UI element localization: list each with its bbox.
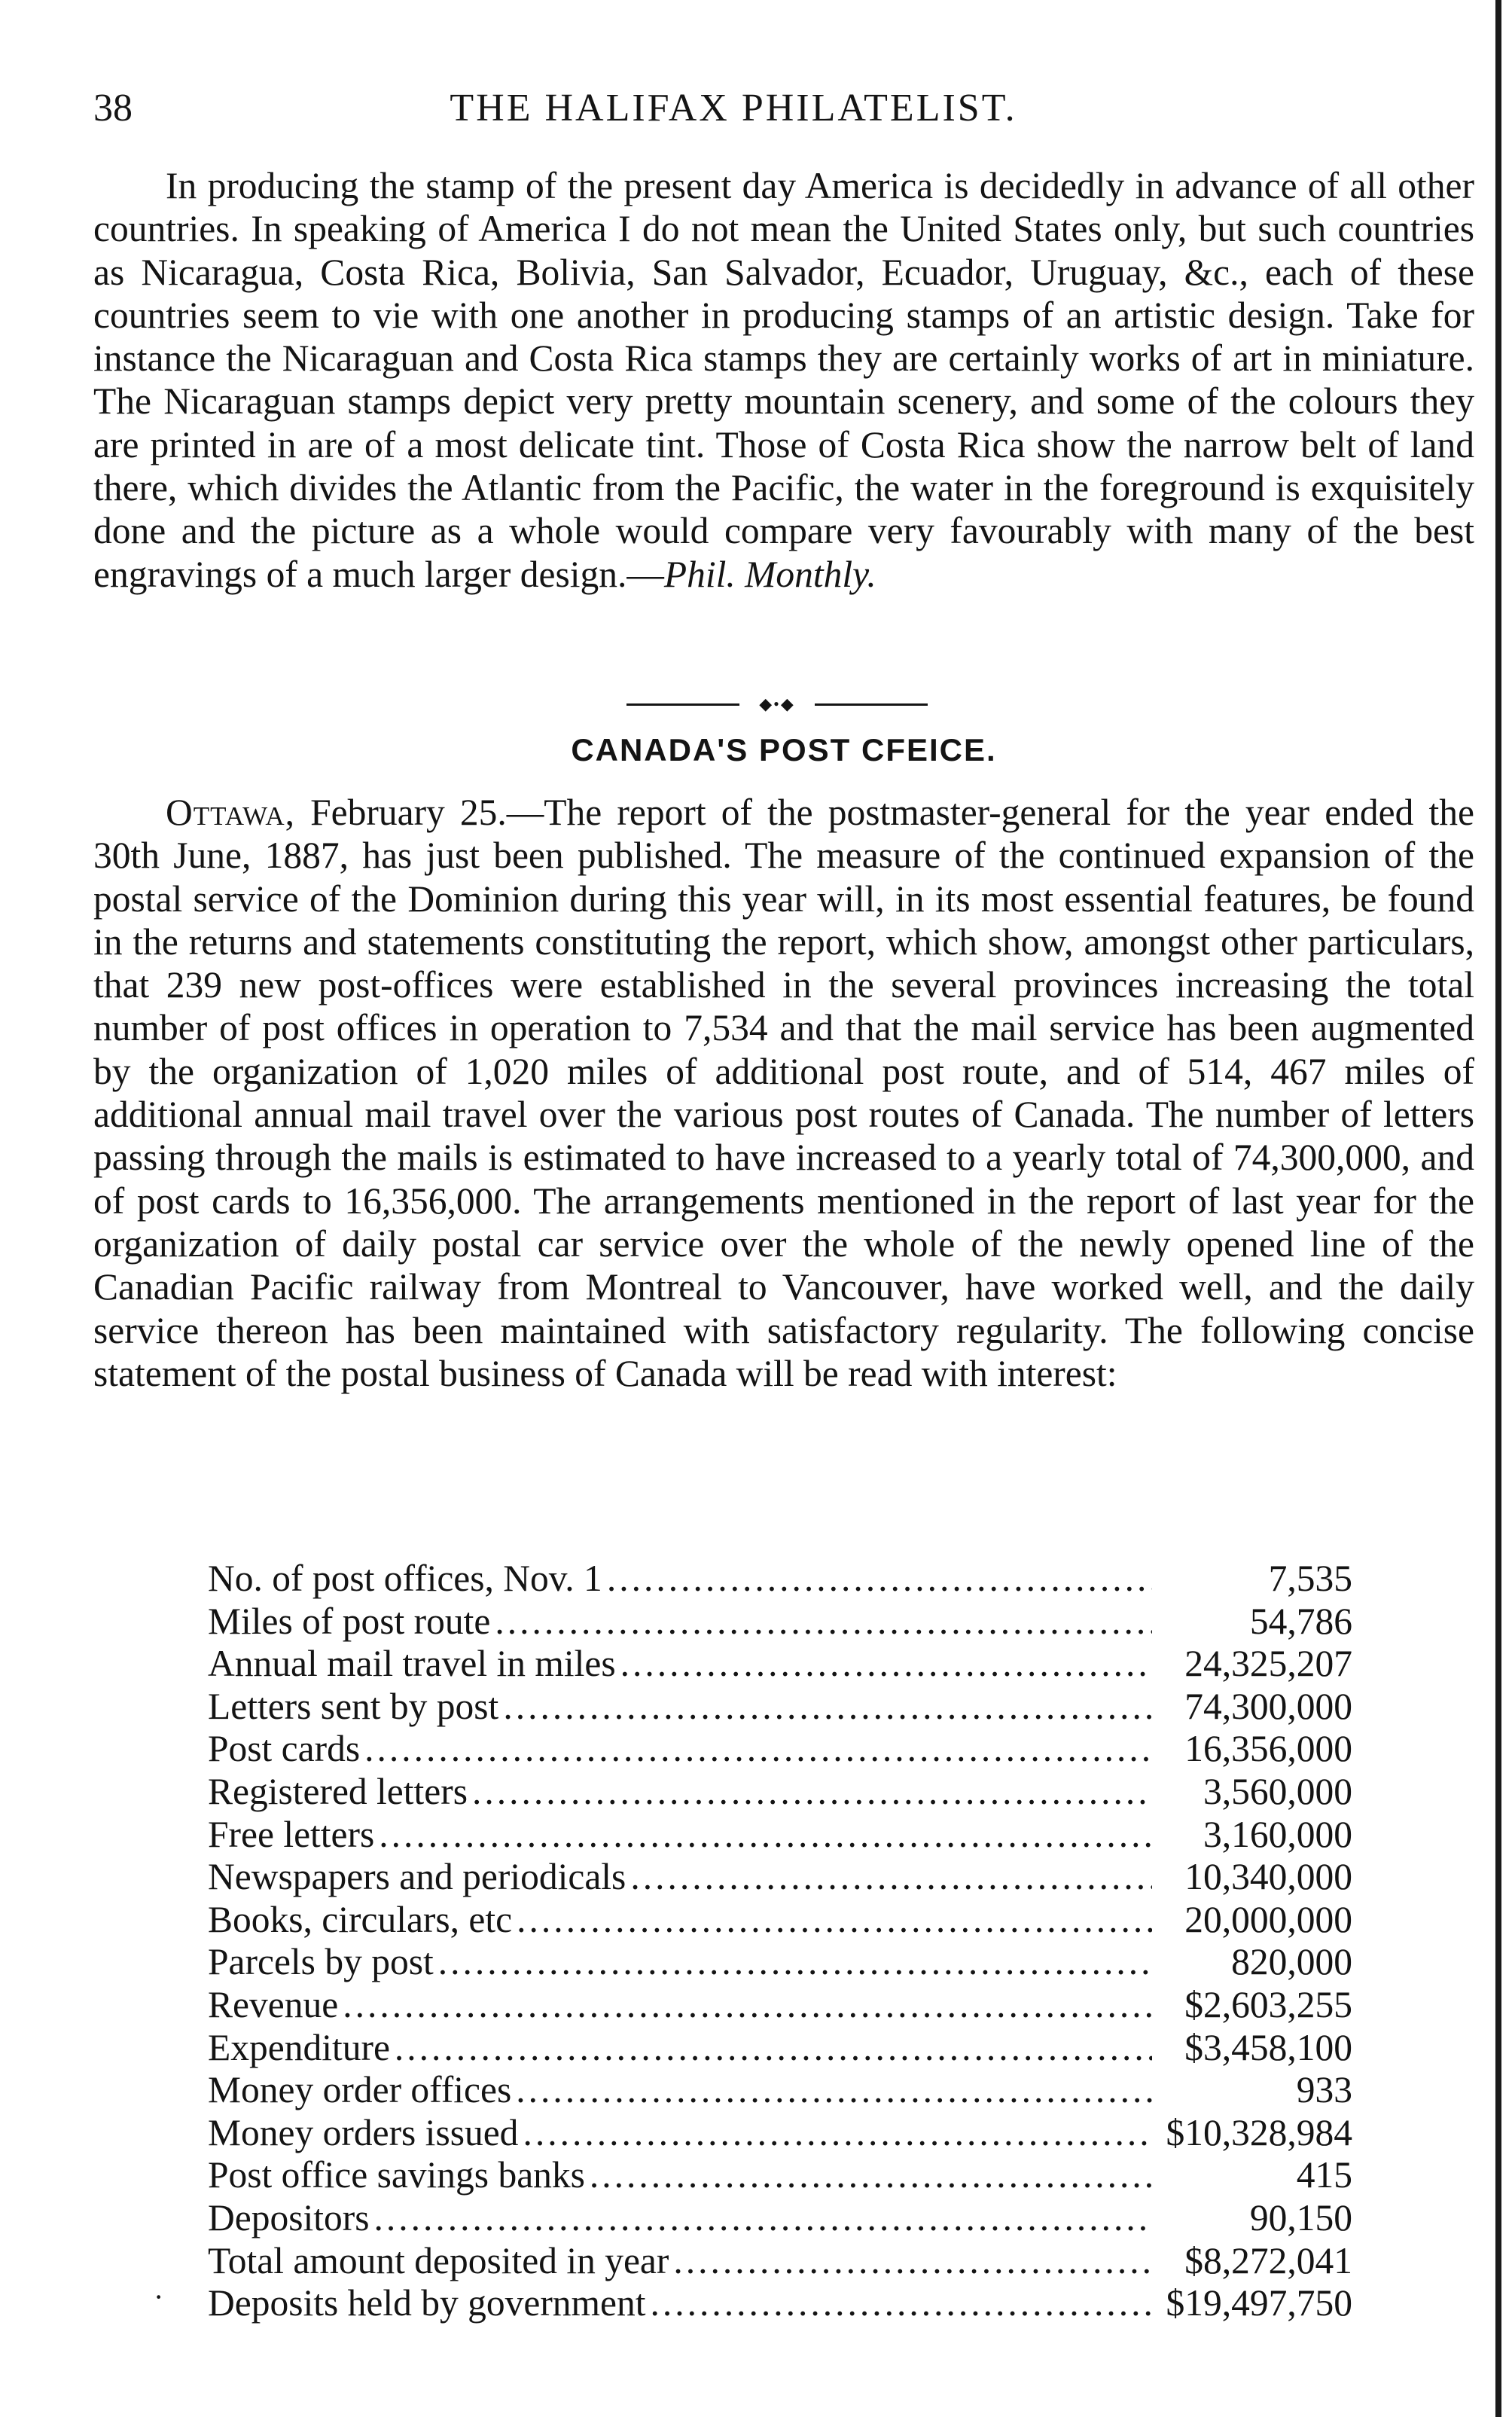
page-edge-rule	[1495, 0, 1501, 2417]
dateline-place: Ottawa,	[166, 792, 295, 833]
dot-leader	[495, 1601, 1152, 1643]
stat-value: $2,603,255	[1184, 1983, 1352, 2025]
stat-value: 16,356,000	[1184, 1728, 1352, 1770]
divider-line-left	[626, 703, 739, 706]
stat-row	[208, 2282, 1352, 2325]
ink-speck: ·	[154, 2280, 164, 2314]
stat-label: Letters sent by post	[208, 1685, 499, 1727]
article-stamp-design-body: In producing the stamp of the present day America is decidedly in advance of all other countries. In speaking of America I do not mean the United States only, but such countries as Nicaragua, Costa Rica, Bolivia, San Salvador, Ecuador, Uruguay, &c., each of these countries seem to vie with one another in producing stamps of an artistic design. Take for instance the Nicaraguan and Costa Rica stamps they are certainly works of art in miniature. The Nicaraguan stamps depict very pretty mountain scenery, and some of the colours they are printed in are of a most delicate tint. Those of Costa Rica show the narrow belt of land there, which divides the Atlantic from the Pacific, the water in the foreground is exquisitely done and the picture as a whole would compare very favourably with many of the best engravings of a much larger design.—	[93, 165, 1474, 595]
stat-value: 90,150	[1249, 2196, 1352, 2238]
dot-leader	[364, 1728, 1152, 1771]
stat-value: 415	[1296, 2154, 1352, 2196]
article-stamp-design	[93, 164, 1474, 596]
dot-leader	[395, 2027, 1152, 2070]
dot-leader	[438, 1941, 1152, 1984]
stat-value: $8,272,041	[1184, 2239, 1352, 2281]
dot-leader	[472, 1771, 1152, 1814]
stat-value: 820,000	[1231, 1941, 1352, 1983]
page-number: 38	[93, 87, 133, 130]
dot-leader	[517, 1899, 1152, 1942]
dot-leader	[620, 1643, 1152, 1686]
section-heading: CANADA'S POST CFEICE.	[571, 732, 997, 768]
stat-value: 20,000,000	[1184, 1898, 1352, 1940]
stat-label: Miles of post route	[208, 1600, 491, 1642]
dot-leader	[373, 2197, 1152, 2240]
stat-row	[208, 2112, 1352, 2155]
dot-leader	[379, 1814, 1152, 1857]
stat-value: $10,328,984	[1166, 2111, 1352, 2153]
stat-value: $3,458,100	[1184, 2026, 1352, 2068]
stat-label: Registered letters	[208, 1770, 468, 1812]
dot-leader	[607, 1558, 1152, 1601]
stat-value: 933	[1296, 2069, 1352, 2111]
stat-value: 10,340,000	[1184, 1856, 1352, 1898]
stat-row	[208, 1771, 1352, 1814]
stat-label: Parcels by post	[208, 1941, 434, 1983]
stat-value: 54,786	[1249, 1600, 1352, 1642]
stat-row	[208, 2027, 1352, 2070]
stat-row	[208, 1899, 1352, 1942]
stat-label: Money orders issued	[208, 2111, 519, 2153]
dot-leader	[673, 2240, 1152, 2283]
stat-row	[208, 2240, 1352, 2283]
dot-leader	[343, 1984, 1152, 2027]
stat-row	[208, 1984, 1352, 2027]
postal-statistics-list	[208, 1558, 1352, 2325]
divider-ornament: ◆•◆	[759, 694, 795, 713]
stat-row	[208, 1601, 1352, 1643]
stat-label: Newspapers and periodicals	[208, 1856, 626, 1898]
section-divider	[626, 693, 928, 716]
stat-row	[208, 1643, 1352, 1686]
dot-leader	[630, 1856, 1152, 1899]
article-canada-post	[93, 791, 1474, 1395]
article-canada-post-body: February 25.—The report of the postmaster-general for the year ended the 30th June, 1887, has just been published. The measure of the continued expansion of the postal service of the Dominion during this year will, in its most essential features, be found in the returns and statements constituting the report, which show, amongst other particulars, that 239 new post-offices were established in the several provinces increasing the total number of post offices in operation to 7,534 and that the mail service has been augmented by the organization of 1,020 miles of additional post route, and of 514, 467 miles of additional annual mail travel over the various post routes of Canada. The number of letters passing through the mails is estimated to have increased to a yearly total of 74,300,000, and of post cards to 16,356,000. The arrangements mentioned in the report of last year for the organization of daily postal car service over the whole of the newly opened line of the Canadian Pacific railway from Montreal to Vancouver, have worked well, and the daily service thereon has been maintained with satisfactory regularity. The following concise statement of the postal business of Canada will be read with interest:	[93, 792, 1474, 1394]
page-header	[93, 78, 1373, 139]
dot-leader	[523, 2112, 1152, 2155]
stat-value: 7,535	[1268, 1558, 1352, 1599]
divider-line-right	[815, 703, 928, 706]
dot-leader	[651, 2282, 1152, 2325]
stat-value: 3,560,000	[1203, 1770, 1352, 1812]
stat-row	[208, 1856, 1352, 1899]
stat-row	[208, 2197, 1352, 2240]
stat-label: Post cards	[208, 1728, 361, 1770]
stat-label: No. of post offices, Nov. 1	[208, 1558, 602, 1599]
stat-label: Revenue	[208, 1983, 339, 2025]
stat-label: Expenditure	[208, 2026, 390, 2068]
stat-row	[208, 1558, 1352, 1601]
stat-row	[208, 1814, 1352, 1857]
stat-label: Money order offices	[208, 2069, 512, 2111]
dot-leader	[516, 2069, 1152, 2112]
stat-value: 24,325,207	[1184, 1643, 1352, 1685]
stat-row	[208, 2069, 1352, 2112]
stat-label: Free letters	[208, 1813, 375, 1855]
stat-row	[208, 1728, 1352, 1771]
stat-value: $19,497,750	[1166, 2282, 1352, 2324]
stat-label: Books, circulars, etc	[208, 1898, 513, 1940]
stat-label: Annual mail travel in miles	[208, 1643, 616, 1685]
dot-leader	[503, 1686, 1152, 1729]
stat-row	[208, 2154, 1352, 2197]
article-source-reference: Phil. Monthly.	[663, 553, 876, 595]
stat-row	[208, 1941, 1352, 1984]
stat-label: Post office savings banks	[208, 2154, 585, 2196]
stat-value: 3,160,000	[1203, 1813, 1352, 1855]
stat-value: 74,300,000	[1184, 1685, 1352, 1727]
stat-label: Depositors	[208, 2196, 370, 2238]
stat-row	[208, 1686, 1352, 1729]
stat-label: Deposits held by government	[208, 2282, 646, 2324]
dot-leader	[590, 2154, 1152, 2197]
stat-label: Total amount deposited in year	[208, 2239, 669, 2281]
running-title: THE HALIFAX PHILATELIST.	[450, 87, 1017, 130]
